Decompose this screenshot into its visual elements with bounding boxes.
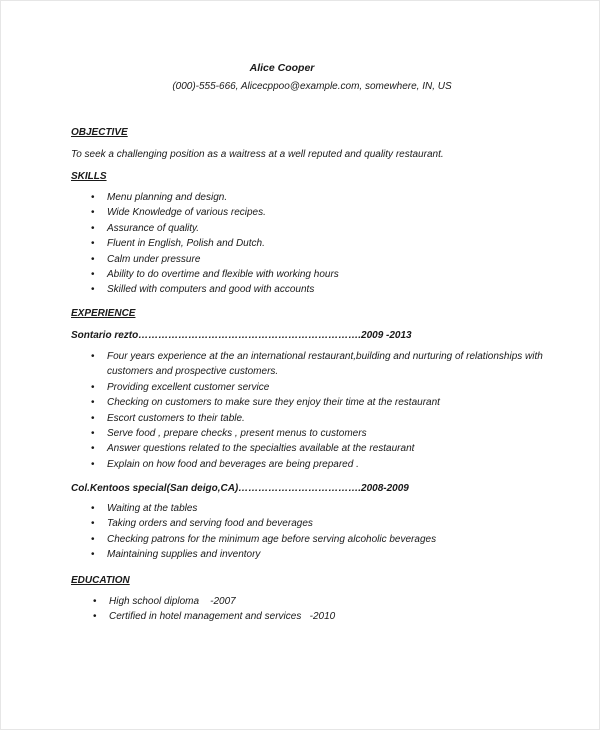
list-item: • Escort customers to their table. <box>91 411 561 426</box>
job-title: Sontario rezto………………………………………………………….2009 -2013 <box>71 330 412 341</box>
objective-text: To seek a challenging position as a waitress at a well reputed and quality restaurant. <box>71 149 444 160</box>
job-duties-list <box>91 501 561 563</box>
contact-info: (000)-555-666, Alicecppoo@example.com, somewhere, IN, US <box>172 81 452 92</box>
skills-list <box>91 190 561 298</box>
list-item: • Explain on how food and beverages are being prepared . <box>91 457 561 472</box>
list-item: • Fluent in English, Polish and Dutch. <box>91 236 561 251</box>
job-title: Col.Kentoos special(San deigo,CA)……………………………….2008-2009 <box>71 483 409 494</box>
list-item: • Checking on customers to make sure they enjoy their time at the restaurant <box>91 395 561 410</box>
list-item: • Waiting at the tables <box>91 501 561 516</box>
experience-heading: EXPERIENCE <box>71 308 136 319</box>
list-item: • Menu planning and design. <box>91 190 561 205</box>
applicant-name: Alice Cooper <box>249 62 315 74</box>
list-item: • Ability to do overtime and flexible with working hours <box>91 267 561 282</box>
list-item: • Providing excellent customer service <box>91 380 561 395</box>
list-item: • Maintaining supplies and inventory <box>91 547 561 562</box>
list-item: • Taking orders and serving food and beverages <box>91 516 561 531</box>
list-item: • Checking patrons for the minimum age before serving alcoholic beverages <box>91 532 561 547</box>
skills-heading: SKILLS <box>71 171 107 182</box>
list-item: • Skilled with computers and good with accounts <box>91 282 561 297</box>
list-item: • Serve food , prepare checks , present menus to customers <box>91 426 561 441</box>
list-item: • Calm under pressure <box>91 252 561 267</box>
list-item: • Four years experience at the an international restaurant,building and nurturing of relationships with customers and prospective customers. <box>91 349 561 380</box>
job-duties-list <box>91 349 561 472</box>
list-item: • Assurance of quality. <box>91 221 561 236</box>
list-item: • High school diploma -2007 <box>93 594 563 609</box>
education-heading: EDUCATION <box>71 575 130 586</box>
list-item: • Certified in hotel management and services -2010 <box>93 609 563 624</box>
objective-heading: OBJECTIVE <box>71 127 128 138</box>
education-list <box>93 594 563 625</box>
list-item: • Wide Knowledge of various recipes. <box>91 205 561 220</box>
list-item: • Answer questions related to the specialties available at the restaurant <box>91 441 561 456</box>
